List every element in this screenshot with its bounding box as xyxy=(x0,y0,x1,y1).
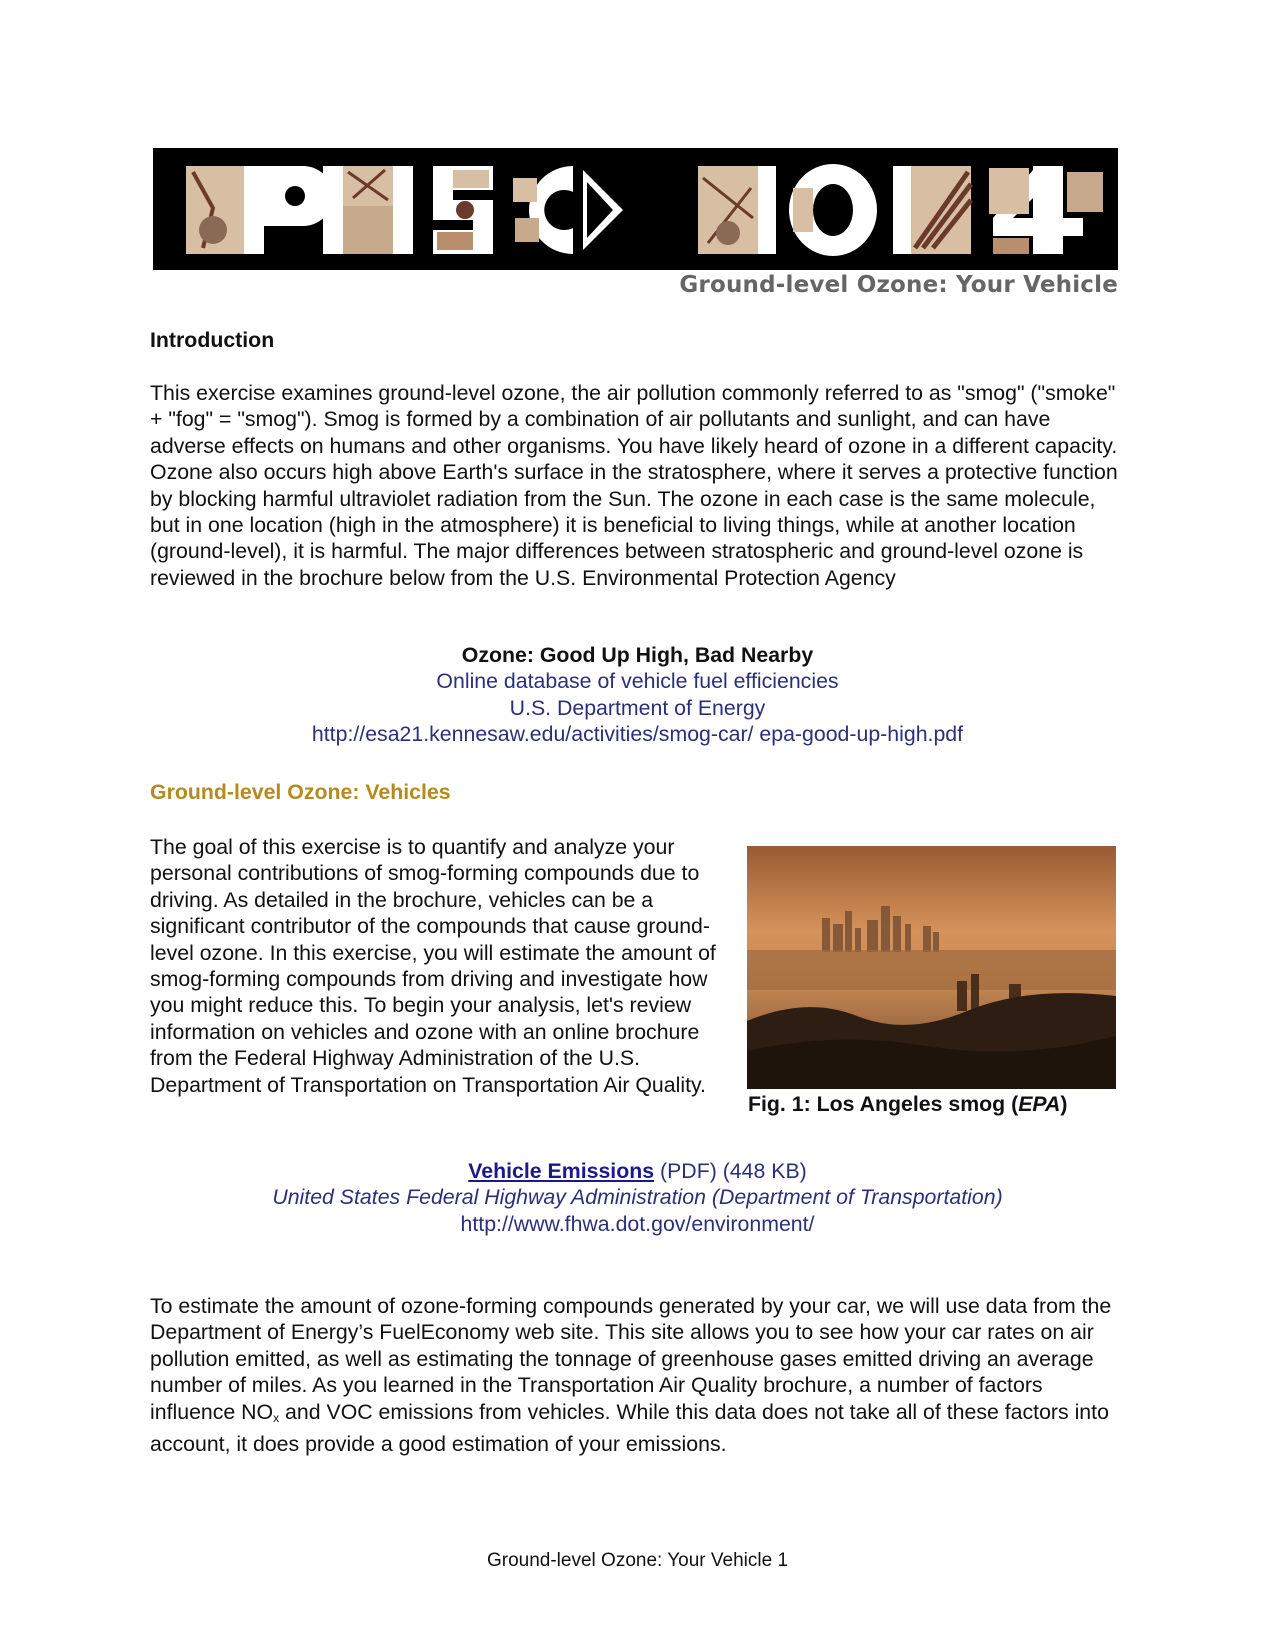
estimate-text-b: and VOC emissions from vehicles. While this data does not take all of these factors into account, it does provide a good estimation of your emissions. xyxy=(150,1399,1109,1457)
introduction-paragraph: This exercise examines ground-level ozone, the air pollution commonly referred to as "smog" ("smoke" + "fog" = "smog"). Smog is formed by a combination of air pollutants and sunlight, and can have adverse effects on humans and other organisms. You have likely heard of ozone in a different capacity. Ozone also occurs high above Earth's surface in the stratosphere, where it serves a protective function by blocking harmful ultraviolet radiation from the Sun. The ozone in each case is the same molecule, but in one location (high in the atmosphere) it is beneficial to living things, while at another location (ground-level), it is harmful. The major differences between stratospheric and ground-level ozone is reviewed in the brochure below from the U.S. Environmental Protection Agency xyxy=(150,381,1118,590)
estimate-paragraph xyxy=(150,1293,1125,1457)
reference-agency: United States Federal Highway Administration (Department of Transportation) xyxy=(272,1185,1003,1210)
reference-meta: (PDF) (448 KB) xyxy=(654,1159,807,1183)
document-subtitle: Ground-level Ozone: Your Vehicle xyxy=(679,272,1118,298)
page-footer: Ground-level Ozone: Your Vehicle 1 xyxy=(486,1550,789,1571)
caption-suffix: ) xyxy=(1060,1092,1068,1116)
reference-description: Online database of vehicle fuel efficiencies xyxy=(436,669,839,694)
figure-caption xyxy=(748,1092,1068,1117)
caption-text: Fig. 1: Los Angeles smog ( xyxy=(748,1092,1019,1116)
vehicles-paragraph: The goal of this exercise is to quantify and analyze your personal contributions of smog-forming compounds due to driving. As detailed in the brochure, vehicles can be a significant contributor of the compounds that cause ground-level ozone. In this exercise, you will estimate the amount of smog-forming compounds from driving and investigate how you might reduce this. To begin your analysis, let's review information on vehicles and ozone with an online brochure from the Federal Highway Administration of the U.S. Department of Transportation on Transportation Air Quality. xyxy=(150,835,716,1097)
reference-ozone-brochure xyxy=(150,642,1125,748)
reference-url[interactable]: http://esa21.kennesaw.edu/activities/smog-car/ epa-good-up-high.pdf xyxy=(311,722,964,747)
introduction-heading: Introduction xyxy=(150,328,275,352)
vehicles-heading: Ground-level Ozone: Vehicles xyxy=(150,780,451,804)
course-banner-logo xyxy=(153,148,1118,270)
subscript-x: x xyxy=(273,1410,280,1425)
caption-source: EPA xyxy=(1018,1092,1061,1116)
reference-url[interactable]: http://www.fhwa.dot.gov/environment/ xyxy=(460,1211,815,1236)
reference-title: Ozone: Good Up High, Bad Nearby xyxy=(461,643,814,667)
reference-agency: U.S. Department of Energy xyxy=(509,695,766,720)
reference-vehicle-emissions xyxy=(150,1158,1125,1237)
los-angeles-smog-photo xyxy=(747,846,1116,1089)
vehicle-emissions-link[interactable]: Vehicle Emissions xyxy=(468,1159,655,1183)
estimate-text-a: To estimate the amount of ozone-forming compounds generated by your car, we will use data from the Department of Energy’s FuelEconomy web site. This site allows you to see how your car rates on air pollution emitted, as well as estimating the tonnage of greenhouse gases emitted driving an average number of miles. As you learned in the Transportation Air Quality brochure, a number of factors influence NO xyxy=(150,1294,1112,1424)
